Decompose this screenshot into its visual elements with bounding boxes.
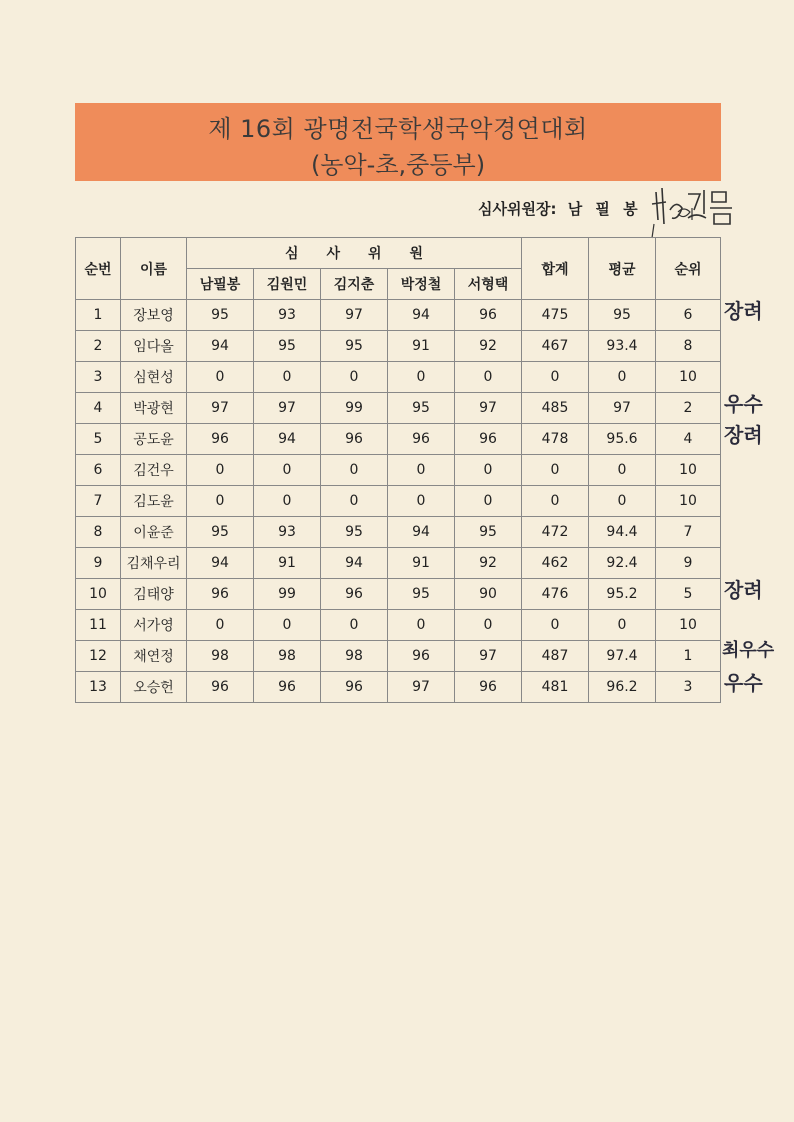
table-row <box>76 548 721 579</box>
cell-score: 96 <box>455 672 522 703</box>
cell-no: 1 <box>76 300 121 331</box>
cell-no: 5 <box>76 424 121 455</box>
cell-avg: 95.2 <box>589 579 656 610</box>
cell-score: 0 <box>321 362 388 393</box>
cell-name: 박광현 <box>121 393 187 424</box>
table-row <box>76 610 721 641</box>
header-judge: 김원민 <box>254 269 321 300</box>
cell-avg: 95 <box>589 300 656 331</box>
cell-score: 96 <box>388 424 455 455</box>
cell-no: 6 <box>76 455 121 486</box>
header-rank: 순위 <box>656 238 721 300</box>
cell-name: 심현성 <box>121 362 187 393</box>
cell-sum: 467 <box>522 331 589 362</box>
cell-sum: 485 <box>522 393 589 424</box>
header-avg: 평균 <box>589 238 656 300</box>
cell-sum: 475 <box>522 300 589 331</box>
cell-score: 0 <box>187 610 254 641</box>
award-note: 장려 <box>724 578 763 602</box>
cell-score: 0 <box>388 362 455 393</box>
handwritten-signature <box>648 180 748 240</box>
cell-score: 95 <box>187 517 254 548</box>
cell-no: 4 <box>76 393 121 424</box>
header-judge: 남필봉 <box>187 269 254 300</box>
table-row <box>76 424 721 455</box>
cell-no: 7 <box>76 486 121 517</box>
score-table <box>75 237 721 703</box>
cell-rank: 8 <box>656 331 721 362</box>
cell-score: 97 <box>254 393 321 424</box>
cell-score: 96 <box>388 641 455 672</box>
cell-score: 92 <box>455 548 522 579</box>
cell-no: 2 <box>76 331 121 362</box>
cell-score: 0 <box>254 486 321 517</box>
cell-no: 11 <box>76 610 121 641</box>
cell-score: 0 <box>388 455 455 486</box>
cell-score: 97 <box>455 393 522 424</box>
header-name: 이름 <box>121 238 187 300</box>
table-row <box>76 672 721 703</box>
cell-rank: 2 <box>656 393 721 424</box>
cell-score: 96 <box>187 672 254 703</box>
cell-rank: 3 <box>656 672 721 703</box>
cell-score: 93 <box>254 517 321 548</box>
cell-score: 94 <box>187 548 254 579</box>
cell-score: 96 <box>455 300 522 331</box>
table-row <box>76 393 721 424</box>
cell-sum: 481 <box>522 672 589 703</box>
cell-score: 0 <box>321 455 388 486</box>
award-note: 우수 <box>724 671 763 695</box>
cell-sum: 0 <box>522 610 589 641</box>
cell-name: 임다올 <box>121 331 187 362</box>
table-row <box>76 300 721 331</box>
table-row <box>76 455 721 486</box>
cell-avg: 0 <box>589 486 656 517</box>
cell-score: 91 <box>388 548 455 579</box>
header-judge: 김지춘 <box>321 269 388 300</box>
cell-rank: 1 <box>656 641 721 672</box>
cell-sum: 478 <box>522 424 589 455</box>
cell-sum: 476 <box>522 579 589 610</box>
cell-name: 김채우리 <box>121 548 187 579</box>
cell-score: 99 <box>254 579 321 610</box>
cell-avg: 0 <box>589 362 656 393</box>
cell-score: 94 <box>388 517 455 548</box>
cell-avg: 0 <box>589 455 656 486</box>
cell-no: 3 <box>76 362 121 393</box>
cell-rank: 10 <box>656 362 721 393</box>
award-note: 장려 <box>724 299 763 323</box>
table-row <box>76 331 721 362</box>
cell-name: 김도윤 <box>121 486 187 517</box>
title-line1: 제 16회 광명전국학생국악경연대회 <box>208 115 588 143</box>
table-row <box>76 579 721 610</box>
cell-score: 95 <box>187 300 254 331</box>
cell-avg: 95.6 <box>589 424 656 455</box>
cell-score: 94 <box>254 424 321 455</box>
award-note: 우수 <box>724 392 763 416</box>
cell-score: 0 <box>254 610 321 641</box>
cell-score: 91 <box>388 331 455 362</box>
table-row <box>76 641 721 672</box>
cell-score: 96 <box>187 424 254 455</box>
chief-judge <box>478 198 642 219</box>
cell-no: 12 <box>76 641 121 672</box>
cell-sum: 472 <box>522 517 589 548</box>
cell-score: 96 <box>321 424 388 455</box>
cell-score: 95 <box>455 517 522 548</box>
header-no: 순번 <box>76 238 121 300</box>
cell-score: 0 <box>254 362 321 393</box>
cell-score: 0 <box>321 610 388 641</box>
cell-score: 98 <box>187 641 254 672</box>
cell-score: 95 <box>388 579 455 610</box>
cell-avg: 96.2 <box>589 672 656 703</box>
cell-score: 97 <box>321 300 388 331</box>
cell-rank: 10 <box>656 455 721 486</box>
cell-name: 채연정 <box>121 641 187 672</box>
cell-name: 이윤준 <box>121 517 187 548</box>
cell-sum: 462 <box>522 548 589 579</box>
cell-avg: 0 <box>589 610 656 641</box>
cell-sum: 0 <box>522 362 589 393</box>
cell-score: 90 <box>455 579 522 610</box>
cell-score: 0 <box>455 610 522 641</box>
cell-score: 92 <box>455 331 522 362</box>
title-banner <box>75 103 721 181</box>
cell-name: 서가영 <box>121 610 187 641</box>
cell-score: 0 <box>455 362 522 393</box>
cell-score: 95 <box>254 331 321 362</box>
cell-name: 장보영 <box>121 300 187 331</box>
cell-rank: 10 <box>656 486 721 517</box>
cell-rank: 7 <box>656 517 721 548</box>
award-note: 장려 <box>724 423 763 447</box>
cell-rank: 4 <box>656 424 721 455</box>
cell-score: 0 <box>388 486 455 517</box>
cell-sum: 0 <box>522 486 589 517</box>
cell-score: 99 <box>321 393 388 424</box>
cell-name: 오승헌 <box>121 672 187 703</box>
award-note: 최우수 <box>722 640 775 661</box>
cell-score: 98 <box>254 641 321 672</box>
table-row <box>76 362 721 393</box>
cell-sum: 0 <box>522 455 589 486</box>
cell-avg: 97 <box>589 393 656 424</box>
cell-score: 0 <box>321 486 388 517</box>
cell-avg: 92.4 <box>589 548 656 579</box>
cell-no: 13 <box>76 672 121 703</box>
cell-score: 97 <box>455 641 522 672</box>
cell-no: 8 <box>76 517 121 548</box>
cell-name: 김건우 <box>121 455 187 486</box>
cell-score: 96 <box>455 424 522 455</box>
table-row <box>76 486 721 517</box>
cell-score: 0 <box>455 486 522 517</box>
cell-score: 94 <box>321 548 388 579</box>
cell-score: 96 <box>187 579 254 610</box>
cell-name: 공도윤 <box>121 424 187 455</box>
cell-score: 94 <box>388 300 455 331</box>
cell-name: 김태양 <box>121 579 187 610</box>
cell-score: 0 <box>187 486 254 517</box>
cell-rank: 9 <box>656 548 721 579</box>
cell-avg: 93.4 <box>589 331 656 362</box>
cell-no: 10 <box>76 579 121 610</box>
cell-score: 95 <box>388 393 455 424</box>
cell-rank: 10 <box>656 610 721 641</box>
cell-score: 96 <box>321 579 388 610</box>
cell-score: 97 <box>388 672 455 703</box>
cell-sum: 487 <box>522 641 589 672</box>
header-judge: 박정철 <box>388 269 455 300</box>
header-judge: 서형택 <box>455 269 522 300</box>
cell-score: 0 <box>388 610 455 641</box>
cell-score: 0 <box>187 455 254 486</box>
chief-judge-label: 심사위원장: <box>478 200 557 218</box>
cell-rank: 6 <box>656 300 721 331</box>
chief-judge-name: 남 필 봉 <box>567 200 642 218</box>
cell-score: 91 <box>254 548 321 579</box>
cell-score: 96 <box>321 672 388 703</box>
score-table-body <box>76 300 721 703</box>
cell-score: 94 <box>187 331 254 362</box>
cell-score: 0 <box>187 362 254 393</box>
cell-score: 96 <box>254 672 321 703</box>
cell-score: 97 <box>187 393 254 424</box>
cell-score: 93 <box>254 300 321 331</box>
table-row <box>76 517 721 548</box>
header-sum: 합계 <box>522 238 589 300</box>
cell-score: 0 <box>455 455 522 486</box>
header-judges-group: 심 사 위 원 <box>187 238 522 269</box>
cell-score: 98 <box>321 641 388 672</box>
cell-score: 95 <box>321 331 388 362</box>
cell-avg: 97.4 <box>589 641 656 672</box>
cell-score: 0 <box>254 455 321 486</box>
cell-no: 9 <box>76 548 121 579</box>
cell-avg: 94.4 <box>589 517 656 548</box>
cell-rank: 5 <box>656 579 721 610</box>
cell-score: 95 <box>321 517 388 548</box>
title-line2: (농악-초,중등부) <box>310 151 486 179</box>
